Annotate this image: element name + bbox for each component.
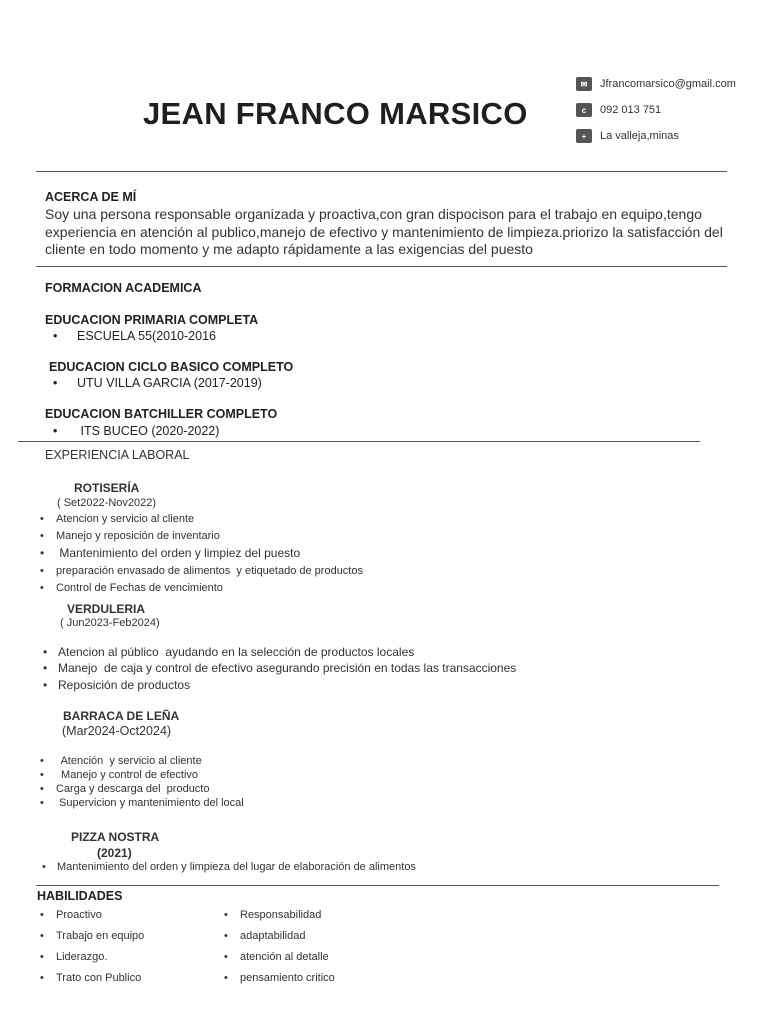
bullet: • <box>40 797 44 809</box>
skill-item <box>224 909 321 921</box>
skill-item <box>40 951 107 963</box>
job-task-text: Supervicion y mantenimiento del local <box>56 797 244 809</box>
skill-text: Proactivo <box>56 909 102 921</box>
job-task <box>42 861 416 873</box>
skill-item <box>40 909 102 921</box>
skill-text: Responsabilidad <box>240 909 322 921</box>
divider <box>36 171 727 172</box>
email-icon: ✉ <box>576 77 592 91</box>
bullet: • <box>224 930 228 942</box>
bullet: • <box>40 930 44 942</box>
job-date: (2021) <box>97 846 132 860</box>
contact-location <box>576 128 679 144</box>
skill-item <box>40 930 144 942</box>
bullet: • <box>43 678 48 692</box>
bullet: • <box>40 546 45 560</box>
contact-email <box>576 76 736 92</box>
skill-item <box>224 972 335 984</box>
contact-email-text: Jfrancomarsico@gmail.com <box>600 78 736 90</box>
bullet: • <box>43 645 48 659</box>
divider <box>36 266 727 267</box>
contact-phone <box>576 102 661 118</box>
job-task <box>43 645 414 659</box>
education-title: FORMACION ACADEMICA <box>45 281 202 295</box>
education-item-title: EDUCACION BATCHILLER COMPLETO <box>45 407 278 421</box>
job-task <box>40 513 194 525</box>
bullet: • <box>43 661 48 675</box>
bullet: • <box>40 530 44 542</box>
bullet: • <box>40 513 44 525</box>
job-task <box>40 546 300 560</box>
education-detail-text: UTU VILLA GARCIA (2017-2019) <box>77 376 262 390</box>
job-task <box>40 783 209 795</box>
job-task <box>40 797 244 809</box>
job-task-text: Manejo y control de efectivo <box>58 769 199 781</box>
education-detail-text: ITS BUCEO (2020-2022) <box>77 424 220 438</box>
bullet: • <box>40 951 44 963</box>
job-task <box>40 755 202 767</box>
job-task-text: Manejo de caja y control de efectivo asegurando precisión en todas las transacciones <box>58 661 517 675</box>
job-title: VERDULERIA <box>67 602 146 616</box>
job-date: (Mar2024-Oct2024) <box>62 724 172 738</box>
experience-title: EXPERIENCIA LABORAL <box>45 448 190 462</box>
bullet: • <box>40 565 44 577</box>
divider <box>36 885 719 886</box>
job-title: PIZZA NOSTRA <box>71 830 160 844</box>
job-title: ROTISERÍA <box>74 481 140 495</box>
bullet: • <box>40 755 44 767</box>
phone-icon: c <box>576 103 592 117</box>
resume-name: JEAN FRANCO MARSICO <box>143 96 528 131</box>
bullet: • <box>40 783 44 795</box>
education-item-detail <box>53 329 216 343</box>
bullet: • <box>40 972 44 984</box>
job-task-text: preparación envasado de alimentos y etiquetado de productos <box>56 565 363 577</box>
skill-item <box>224 930 305 942</box>
contact-location-text: La valleja,minas <box>600 130 679 142</box>
bullet: • <box>40 909 44 921</box>
job-date: ( Jun2023-Feb2024) <box>60 617 160 629</box>
job-task-text: Mantenimiento del orden y limpieza del lugar de elaboración de alimentos <box>57 861 416 873</box>
job-task <box>43 678 190 692</box>
skills-title: HABILIDADES <box>37 889 123 903</box>
job-title: BARRACA DE LEÑA <box>63 709 180 723</box>
education-item-detail <box>53 424 219 438</box>
education-item-title: EDUCACION CICLO BASICO COMPLETO <box>49 360 294 374</box>
job-date: ( Set2022-Nov2022) <box>57 497 157 509</box>
about-title: ACERCA DE MÍ <box>45 190 137 204</box>
job-task-text: Atencion al público ayudando en la selección de productos locales <box>58 645 415 659</box>
bullet: • <box>53 376 58 390</box>
skill-text: adaptabilidad <box>240 930 306 942</box>
job-task-text: Control de Fechas de vencimiento <box>56 582 223 594</box>
job-task-text: Carga y descarga del producto <box>56 783 210 795</box>
skill-text: Liderazgo. <box>56 951 108 963</box>
bullet: • <box>40 582 44 594</box>
job-task <box>43 661 516 675</box>
location-icon: + <box>576 129 592 143</box>
bullet: • <box>224 909 228 921</box>
education-item-title: EDUCACION PRIMARIA COMPLETA <box>45 313 259 327</box>
job-task <box>40 582 223 594</box>
bullet: • <box>53 329 58 343</box>
bullet: • <box>53 424 58 438</box>
job-task-text: Mantenimiento del orden y limpiez del puesto <box>56 546 301 560</box>
skill-text: atención al detalle <box>240 951 329 963</box>
bullet: • <box>224 951 228 963</box>
skill-text: Trabajo en equipo <box>56 930 145 942</box>
about-text: Soy una persona responsable organizada y proactiva,con gran dispocison para el trabajo en equipo,tengo experiencia en atención al publico,manejo de efectivo y mantenimiento de limpieza.priorizo la satisfacción del cliente en todo momento y me adapto rápidamente a las exigencias del puesto <box>45 206 723 257</box>
skill-text: pensamiento critico <box>240 972 335 984</box>
skill-item <box>40 972 141 984</box>
skill-text: Trato con Publico <box>56 972 142 984</box>
education-detail-text: ESCUELA 55(2010-2016 <box>77 329 216 343</box>
job-task <box>40 530 220 542</box>
job-task-text: Atencion y servicio al cliente <box>56 513 195 525</box>
divider <box>18 441 700 442</box>
skill-item <box>224 951 329 963</box>
job-task-text: Atención y servicio al cliente <box>58 755 202 767</box>
contact-phone-text: 092 013 751 <box>600 104 662 116</box>
job-task-text: Manejo y reposición de inventario <box>56 530 220 542</box>
bullet: • <box>224 972 228 984</box>
bullet: • <box>42 861 46 873</box>
job-task <box>40 769 198 781</box>
bullet: • <box>40 769 44 781</box>
education-item-detail <box>53 376 262 390</box>
job-task-text: Reposición de productos <box>58 678 191 692</box>
job-task <box>40 565 363 577</box>
